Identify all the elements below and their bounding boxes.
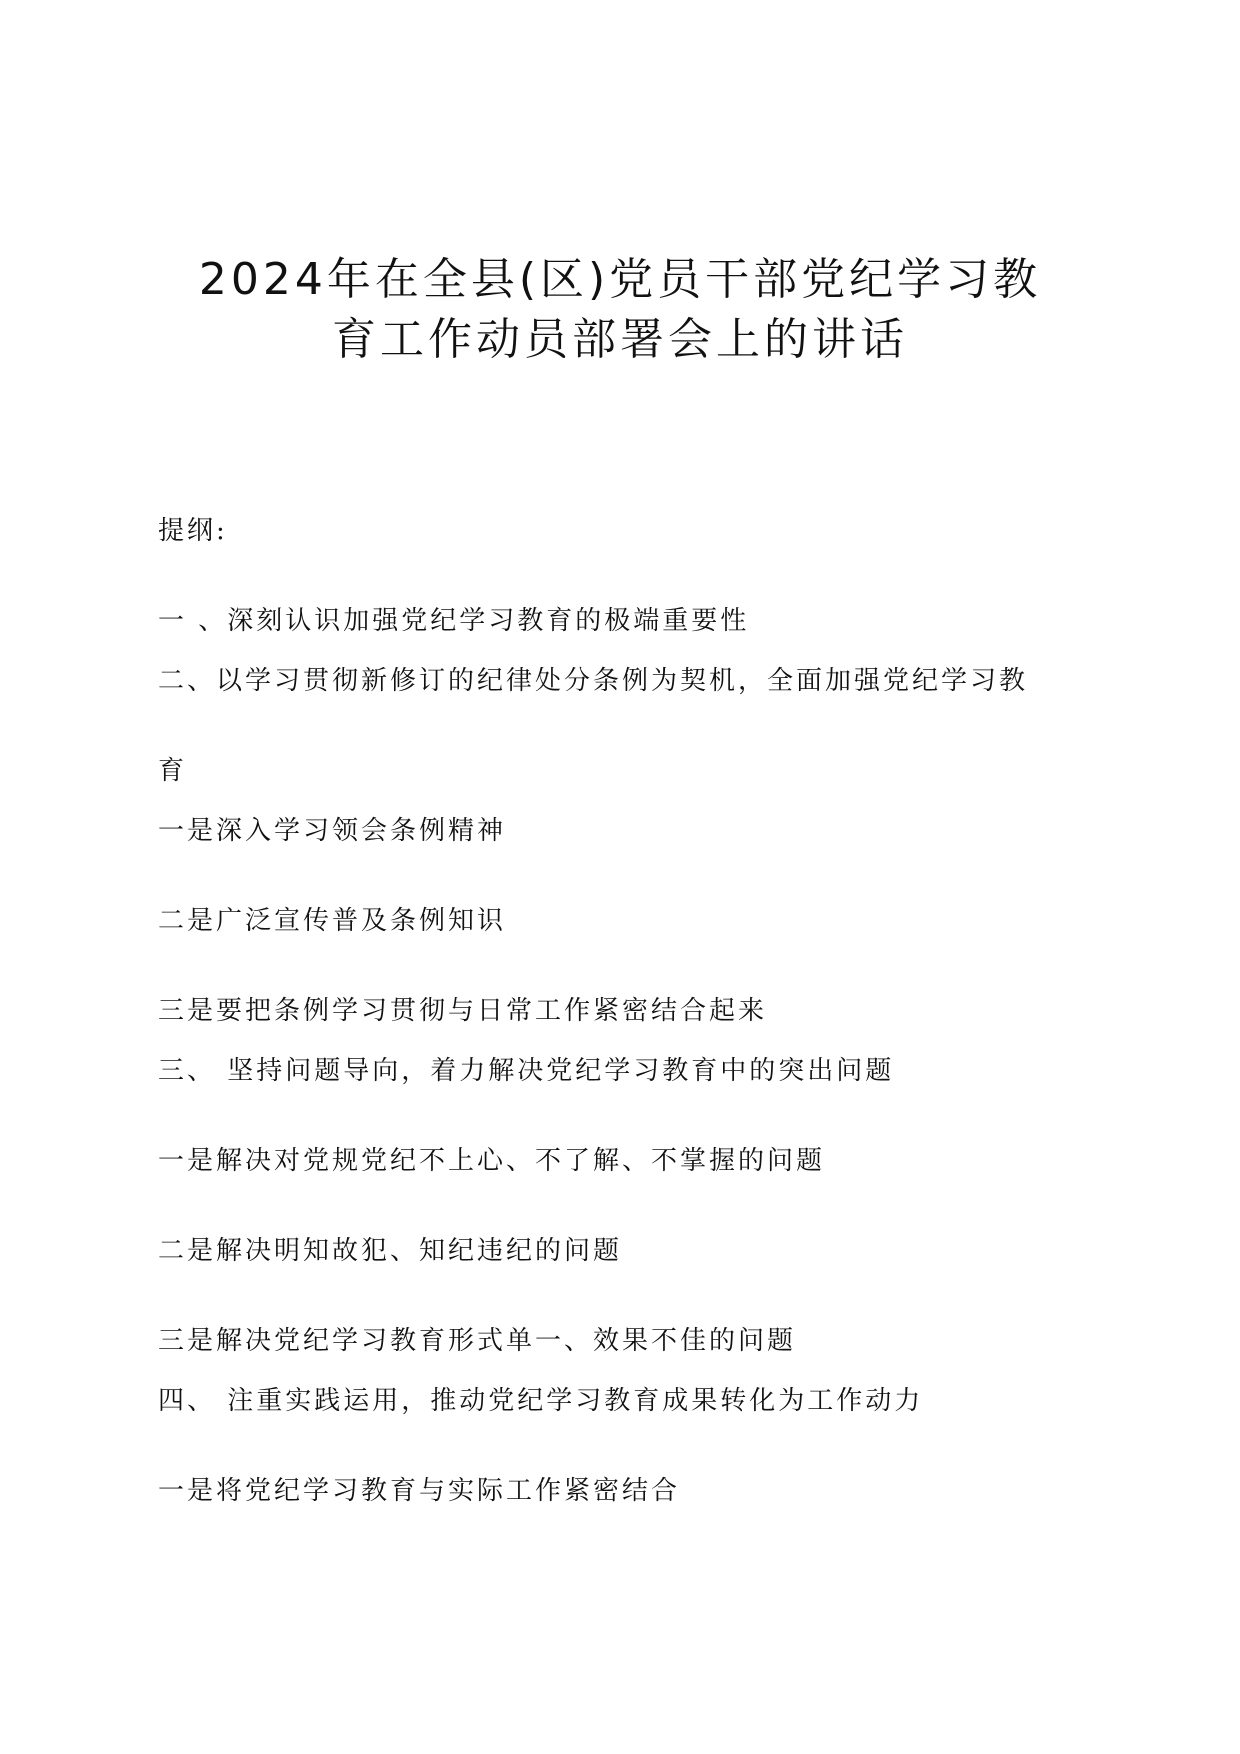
outline-subitem: 二是解决明知故犯、知纪违纪的问题: [158, 1236, 623, 1266]
outline-subitem: 一是深入学习领会条例精神: [158, 816, 507, 846]
outline-subitem: 一是解决对党规党纪不上心、不了解、不掌握的问题: [158, 1146, 826, 1176]
outline-subitem: 二是广泛宣传普及条例知识: [158, 906, 507, 936]
document-title: [0, 250, 1240, 370]
title-line-1: 2024年在全县(区)党员干部党纪学习教: [198, 254, 1042, 305]
outline-item-4: 四、 注重实践运用，推动党纪学习教育成果转化为工作动力: [158, 1386, 924, 1416]
outline-item-2-continued: 育: [158, 756, 188, 786]
outline-subitem: 三是解决党纪学习教育形式单一、效果不佳的问题: [158, 1326, 797, 1356]
outline-item-3: 三、 坚持问题导向，着力解决党纪学习教育中的突出问题: [158, 1056, 895, 1086]
outline-item-2: 二、以学习贯彻新修订的纪律处分条例为契机，全面加强党纪学习教: [158, 666, 1029, 696]
title-line-2: 育工作动员部署会上的讲话: [332, 314, 908, 365]
outline-subitem: 三是要把条例学习贯彻与日常工作紧密结合起来: [158, 996, 768, 1026]
outline-item-1: 一 、深刻认识加强党纪学习教育的极端重要性: [158, 606, 750, 636]
outline-label: 提纲:: [158, 516, 228, 546]
outline-subitem: 一是将党纪学习教育与实际工作紧密结合: [158, 1476, 681, 1506]
